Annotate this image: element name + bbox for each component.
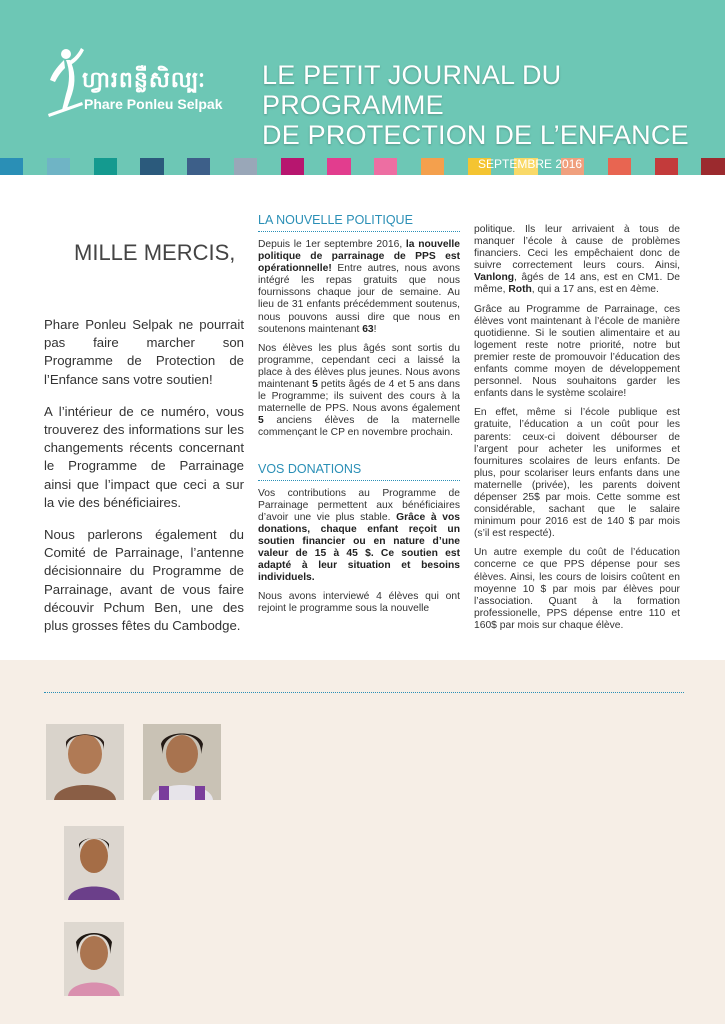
- stripe-gap: [631, 158, 654, 175]
- stripe-gap: [678, 158, 701, 175]
- right-paragraph-4: Un autre exemple du coût de l’éducation concerne ce que PPS dépense pour ses élèves. Ainsi, les cours de loisirs coûtent en moyenne 10 $ par mois par élèves pour l’association. Quant à la formation professionelle, PPS dépense entre 110 et 160$ par mois sur chaque élève.: [474, 547, 680, 631]
- donations-paragraph-1: Vos contributions au Programme de Parrainage permettent aux bénéficiaires d’avoir une vie plus stable. Grâce à vos donations, chaque enfant reçoit un soutien financier ou en nature d’une valeur de 15 à 45 $. Ce soutien est adapté à leur situation et besoins individuels.: [258, 487, 460, 584]
- color-stripe: [281, 158, 304, 175]
- portrait-icon: [143, 724, 221, 800]
- color-stripe: [187, 158, 210, 175]
- intro-paragraph-3: Nous parlerons également du Comité de Parrainage, l’antenne décisionnaire du Programme de Parrainage, avant de vous faire découvir Pchum Ben, une des plus grosses fêtes du Cambodge.: [44, 527, 244, 634]
- politique-paragraph-2: Nos élèves les plus âgés sont sortis du programme, cependant ceci a laissé la place à des élèves plus jeunes. Nous avons maintenant 5 petits âgés de 4 et 5 ans dans le Programme; ils suivent des cours à la maternelle de PPS. Nous avons également 5 anciens élèves de la maternelle commençant le CP en novembre prochain.: [258, 342, 461, 439]
- color-stripe: [701, 158, 724, 175]
- beneficiary-entry-2: [142, 830, 680, 849]
- beneficiary-entry-3: [142, 914, 680, 933]
- photo-suchenda: [143, 724, 221, 800]
- right-paragraph-3: En effet, même si l’école publique est gratuite, l’éducation a un coût pour les parents: ceux-ci doivent débourser de l’argent pour acheter les uniformes et fournitures scolaires de leurs enfants. De plus, pour scolariser leurs enfants dans une maternelle (privée), les parents doivent dépenser 25$ par mois. Cette somme est considérable, sachant que le salaire minimum pour 2016 est de 140 $ par mois (s’il est respecté).: [474, 407, 680, 540]
- stripe-gap: [23, 158, 46, 175]
- stripe-gap: [584, 158, 607, 175]
- intro-paragraph-2: A l’intérieur de ce numéro, vous trouverez des informations sur les changements récents concernant le Programme de Parrainage ainsi que l’impact que ceci a sur la vie des bénéficiaires.: [44, 403, 244, 510]
- stripe-gap: [210, 158, 233, 175]
- issue-date: SEPTEMBRE 2016: [478, 157, 583, 171]
- portrait-icon: [46, 724, 124, 800]
- color-stripe: [94, 158, 117, 175]
- color-stripe: [655, 158, 678, 175]
- logo-khmer-text: ហ្វារពន្លឺសិល្បៈ: [82, 68, 207, 93]
- middle-column: [258, 213, 460, 615]
- donations-heading: VOS DONATIONS: [258, 462, 460, 481]
- photo-vanlong: [64, 826, 124, 900]
- right-paragraph-2: Grâce au Programme de Parrainage, ces élèves vont maintenant à l’école de manière quotidienne. Si le soutien alimentaire et au logement reste notre priorité, notre but premier reste de promouvoir l’éducation des enfants comme moyen de développement personnel. Nous souhaitons garder les enfants dans le système scolaire!: [474, 303, 680, 400]
- stripe-gap: [70, 158, 93, 175]
- color-stripe: [0, 158, 23, 175]
- journal-title: [262, 60, 702, 150]
- photo-roth: [64, 922, 124, 996]
- stripe-gap: [257, 158, 280, 175]
- color-stripe: [608, 158, 631, 175]
- beneficiaries-heading: [44, 688, 684, 693]
- color-stripe: [140, 158, 163, 175]
- journal-title-line1: LE PETIT JOURNAL DU PROGRAMME: [262, 60, 562, 120]
- donations-paragraph-2: Nous avons interviewé 4 élèves qui ont rejoint le programme sous la nouvelle: [258, 591, 460, 615]
- stripe-gap: [304, 158, 327, 175]
- intro-paragraph-1: Phare Ponleu Selpak ne pourrait pas faire marcher son Programme de Protection de l’Enfance sans votre soutien!: [44, 317, 244, 387]
- stripe-gap: [444, 158, 467, 175]
- stripe-gap: [397, 158, 420, 175]
- portrait-icon: [64, 826, 124, 900]
- politique-paragraph-1: Depuis le 1er septembre 2016, la nouvelle politique de parrainage de PPS est opérationnelle! Entre autres, nous avons intégré les repas gratuits que nous fournissons chaque jour de semaine. Au lieu de 31 enfants précédemment soutenus, nous pouvons aussi dire que nous en soutenons maintenant 63!: [258, 239, 460, 335]
- journal-title-line2: DE PROTECTION DE L’ENFANCE: [262, 120, 689, 150]
- stripe-gap: [164, 158, 187, 175]
- logo-name: Phare Ponleu Selpak: [84, 96, 223, 112]
- acrobat-logo-icon: [46, 44, 86, 120]
- color-stripe: [234, 158, 257, 175]
- right-column: [474, 224, 680, 632]
- stripe-gap: [351, 158, 374, 175]
- header-banner: [0, 0, 725, 175]
- left-column: [44, 240, 244, 635]
- portrait-icon: [64, 922, 124, 996]
- color-stripes: [0, 158, 725, 175]
- color-stripe: [47, 158, 70, 175]
- photo-sreymay: [46, 724, 124, 800]
- beneficiary-entry-1: [232, 722, 680, 741]
- logo: [46, 44, 246, 124]
- stripe-gap: [117, 158, 140, 175]
- politique-heading: LA NOUVELLE POLITIQUE: [258, 213, 460, 232]
- color-stripe: [374, 158, 397, 175]
- thanks-title: MILLE MERCIS,: [74, 240, 236, 265]
- beneficiaries-section: [0, 660, 725, 1024]
- color-stripe: [327, 158, 350, 175]
- right-paragraph-1: politique. Ils leur arrivaient à tous de manquer l’école à cause de problèmes financiers. Ceci les empêchaient donc de suivre correctement leurs cours. Ainsi, Vanlong, âgés de 14 ans, est en CM1. De même, Roth, qui a 17 ans, est en 4ème.: [474, 224, 680, 296]
- color-stripe: [421, 158, 444, 175]
